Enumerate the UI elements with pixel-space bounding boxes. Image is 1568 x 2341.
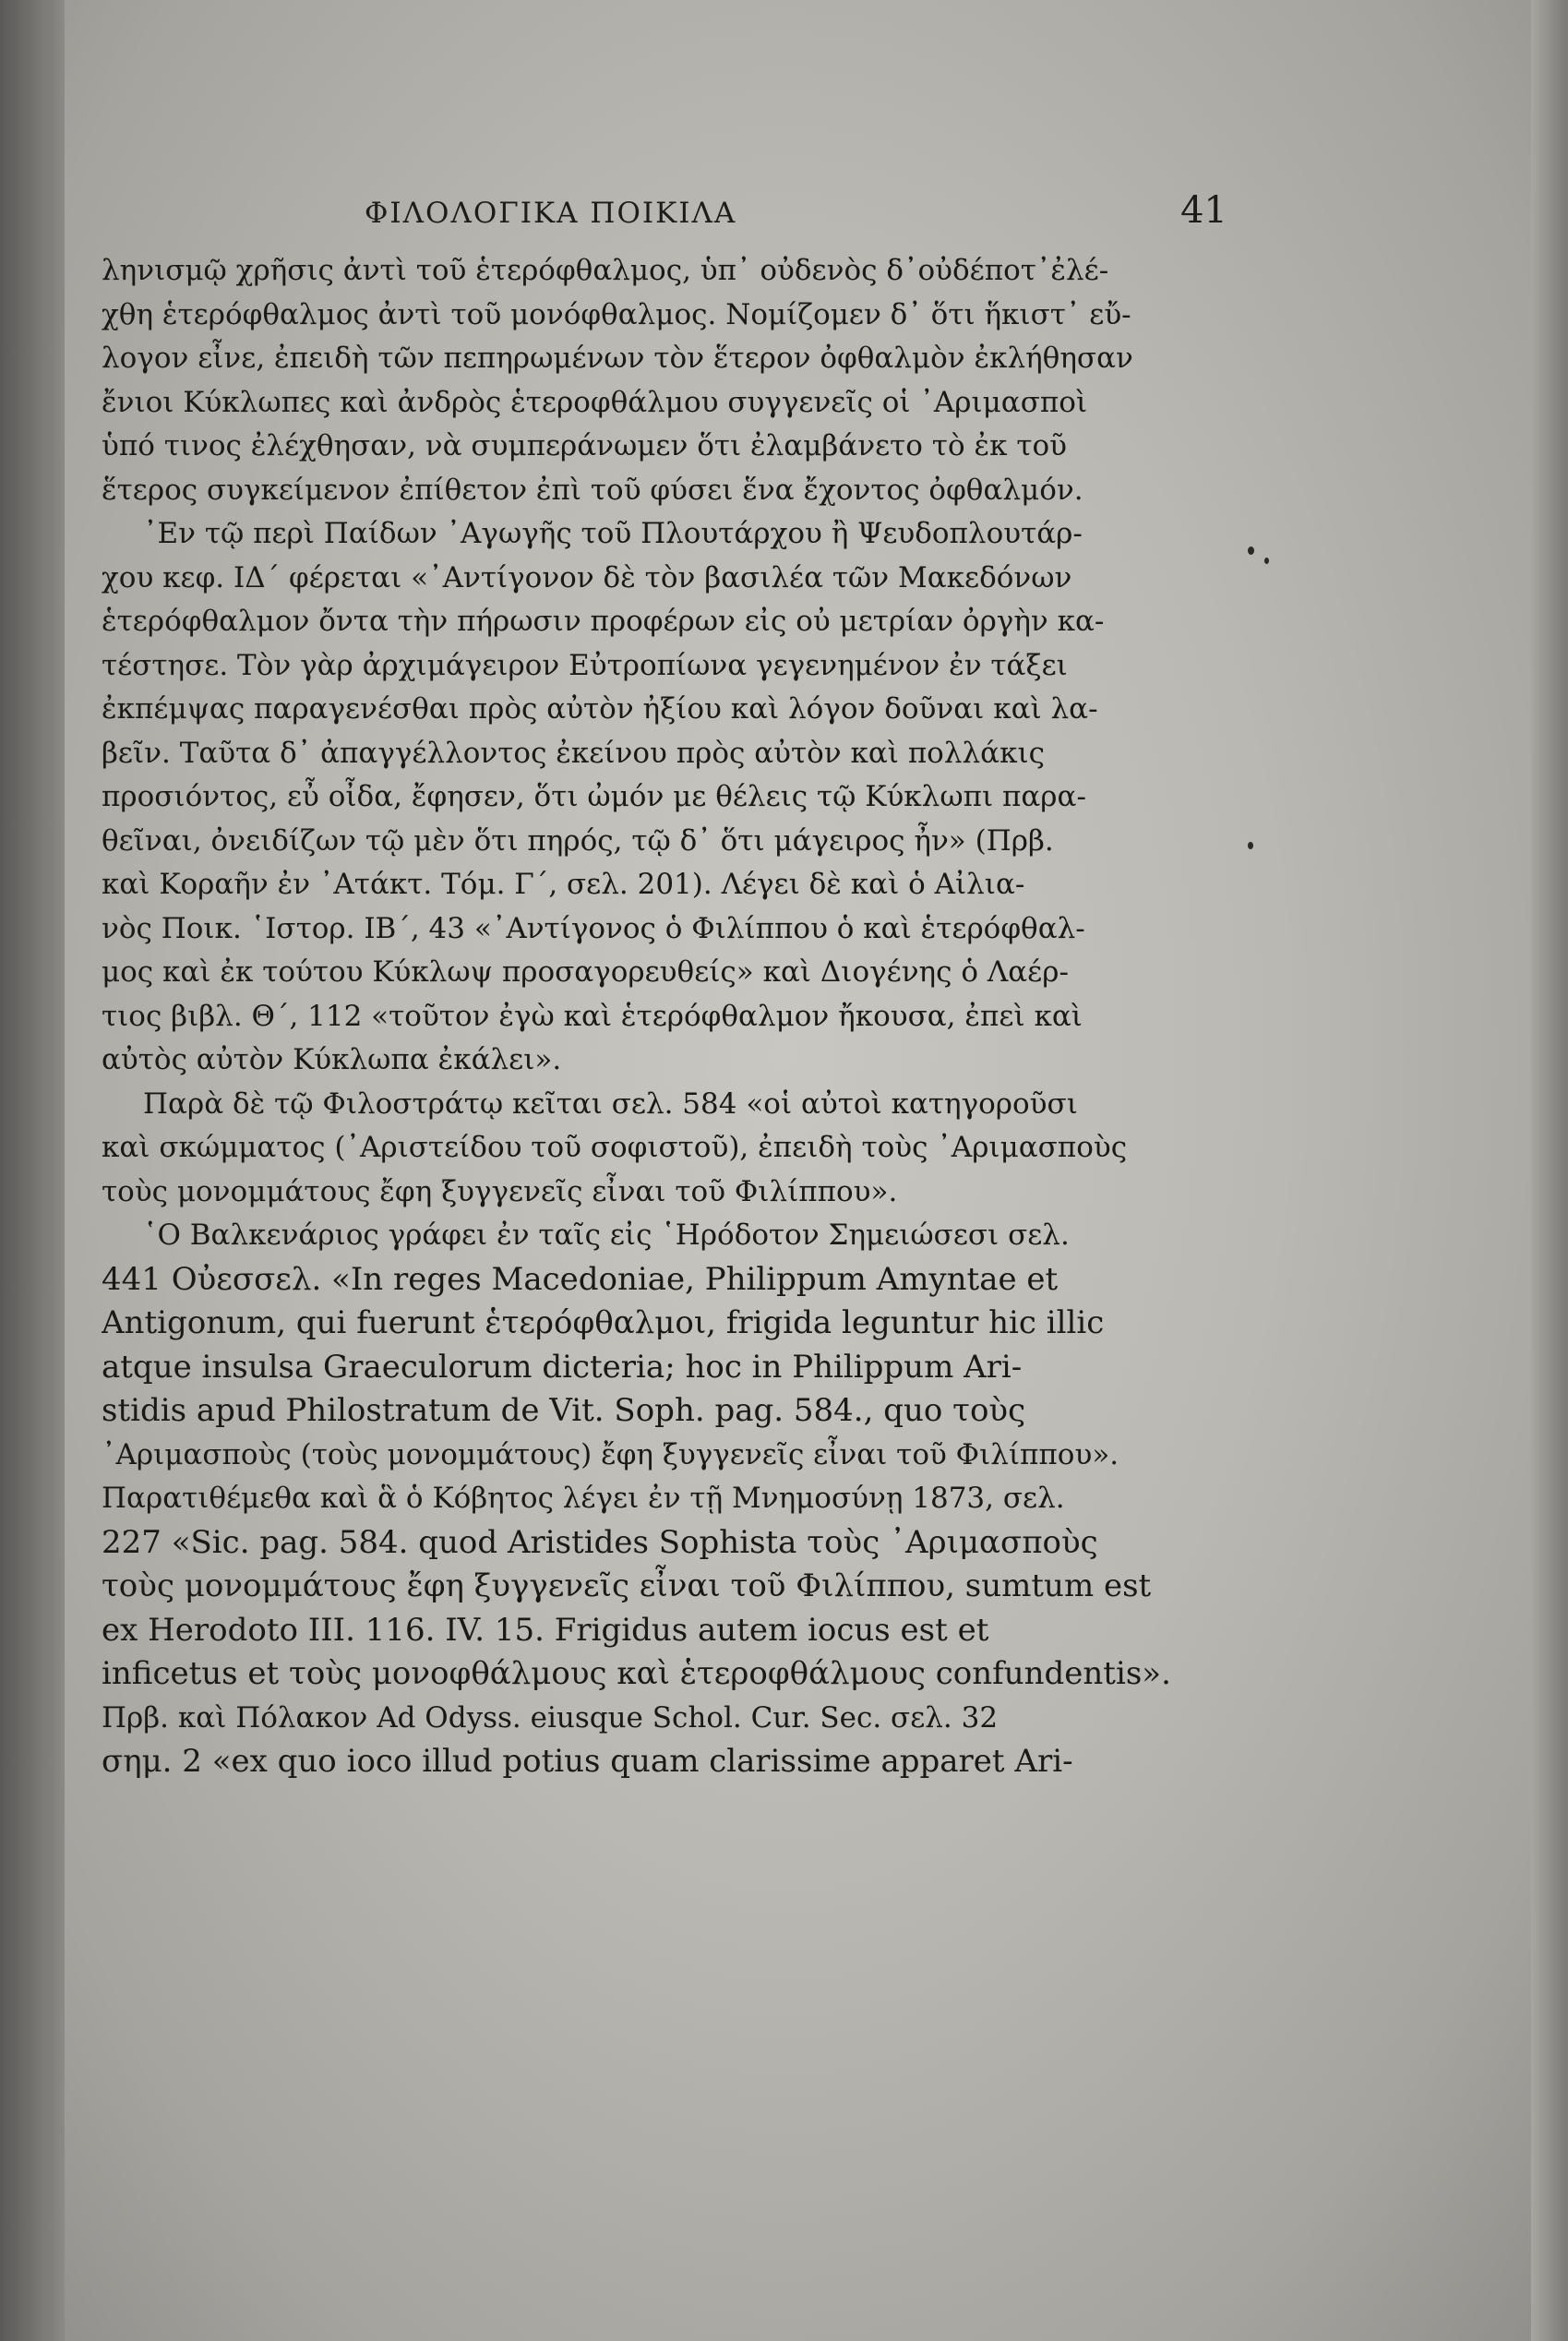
page-number: 41 [1180, 189, 1227, 232]
text-line: νὸς Ποικ. ῾Ιστορ. ΙΒ΄, 43 «᾿Αντίγονος ὁ Φιλίππου ὁ καὶ ἑτερόφθαλ- [102, 911, 1085, 945]
text-line: 227 «Sic. pag. 584. quod Aristides Sophista τοὺς ᾿Αριμασποὺς [102, 1523, 1098, 1561]
ink-speck [1248, 546, 1254, 555]
text-line: λογον εἶνε, ἐπειδὴ τῶν πεπηρωμένων τὸν ἕτερον ὀφθαλμὸν ἐκλήθησαν [102, 342, 1133, 375]
text-line: αὐτὸς αὐτὸν Κύκλωπα ἐκάλει». [102, 1043, 562, 1076]
paragraph-start-line: Παρὰ δὲ τῷ Φιλοστράτῳ κεῖται σελ. 584 «οἱ αὐτοὶ κατηγοροῦσι [143, 1086, 1078, 1121]
text-line: μος καὶ ἐκ τούτου Κύκλωψ προσαγορευθείς» καὶ Διογένης ὁ Λαέρ- [102, 955, 1069, 989]
text-line: τέστησε. Τὸν γὰρ ἀρχιμάγειρον Εὐτροπίωνα γεγενημένον ἐν τάξει [102, 648, 1068, 682]
text-line: atque insulsa Graeculorum dicteria; hoc in Philippum Ari- [102, 1348, 1023, 1386]
running-header [102, 189, 1227, 235]
text-line: καὶ Κοραῆν ἐν ᾿Ατάκτ. Τόμ. Γ΄, σελ. 201). Λέγει δὲ καὶ ὁ Αἰλια- [102, 868, 1025, 901]
text-line: βεῖν. Ταῦτα δ᾿ ἀπαγγέλλοντος ἐκείνου πρὸς αὐτὸν καὶ πολλάκις [102, 736, 1045, 770]
ink-speck [1248, 842, 1253, 849]
text-line: προσιόντος, εὖ οἶδα, ἔφησεν, ὅτι ὠμόν με θέλεις τῷ Κύκλωπι παρα- [102, 780, 1086, 813]
text-line: Πρβ. καὶ Πόλακον Ad Odyss. eiusque Schol. Cur. Sec. σελ. 32 [102, 1700, 999, 1735]
text-line: Παρατιθέμεθα καὶ ἃ ὁ Κόβητος λέγει ἐν τῇ Μνημοσύνῃ 1873, σελ. [102, 1482, 1065, 1515]
running-title: ΦΙΛΟΛΟΓΙΚΑ ΠΟΙΚΙΛΑ [365, 197, 737, 230]
text-line: ἕτερος συγκείμενον ἐπίθετον ἐπὶ τοῦ φύσει ἕνα ἔχοντος ὀφθαλμόν. [102, 473, 1083, 507]
text-line: stidis apud Philostratum de Vit. Soph. pag. 584., quo τοὺς [102, 1392, 1026, 1429]
text-line: ὑπό τινος ἐλέχθησαν, νὰ συμπεράνωμεν ὅτι ἐλαμβάνετο τὸ ἐκ τοῦ [102, 429, 1067, 462]
text-line: ἑτερόφθαλμον ὄντα τὴν πήρωσιν προφέρων εἰς οὐ μετρίαν ὀργὴν κα- [102, 605, 1105, 638]
page-shadow-right [1531, 0, 1568, 2341]
text-line: ᾿Αριμασποὺς (τοὺς μονομμάτους) ἔφη ξυγγενεῖς εἶναι τοῦ Φιλίππου». [102, 1437, 1119, 1471]
text-line: 441 Οὐεσσελ. «In reges Macedoniae, Philippum Amyntae et [102, 1260, 1059, 1298]
ink-speck [1264, 558, 1269, 564]
text-line: Antigonum, qui fuerunt ἑτερόφθαλμοι, frigida leguntur hic illic [102, 1304, 1105, 1341]
page-shadow-left [0, 0, 65, 2341]
text-line: χου κεφ. ΙΔ΄ φέρεται «᾿Αντίγονον δὲ τὸν βασιλέα τῶν Μακεδόνων [102, 560, 1072, 594]
text-line: ἔνιοι Κύκλωπες καὶ ἀνδρὸς ἑτεροφθάλμου συγγενεῖς οἱ ᾿Αριμασποὶ [102, 385, 1088, 419]
text-line: χθη ἑτερόφθαλμος ἀντὶ τοῦ μονόφθαλμος. Νομίζομεν δ᾿ ὅτι ἥκιστ᾿ εὔ- [102, 297, 1131, 331]
paragraph-start-line: ᾿Εν τῷ περὶ Παίδων ᾿Αγωγῆς τοῦ Πλουτάρχου ἢ Ψευδοπλουτάρ- [143, 517, 1083, 550]
body-text [102, 249, 1227, 1784]
text-line: ἐκπέμψας παραγενέσθαι πρὸς αὐτὸν ἠξίου καὶ λόγον δοῦναι καὶ λα- [102, 692, 1098, 726]
text-line: τοὺς μονομμάτους ἔφη ξυγγενεῖς εἶναι τοῦ Φιλίππου». [102, 1174, 898, 1208]
paragraph-start-line: ῾Ο Βαλκενάριος γράφει ἐν ταῖς εἰς ῾Ηρόδοτον Σημειώσεσι σελ. [143, 1219, 1070, 1252]
text-line: σημ. 2 «ex quo ioco illud potius quam clarissime apparet Ari- [102, 1743, 1073, 1780]
text-line: ληνισμῷ χρῆσις ἀντὶ τοῦ ἑτερόφθαλμος, ὑπ᾿ οὐδενὸς δ᾿οὐδέποτ᾿ἐλέ- [102, 254, 1109, 287]
text-line: τοὺς μονομμάτους ἔφη ξυγγενεῖς εἶναι τοῦ Φιλίππου, sumtum est [102, 1567, 1152, 1604]
text-line: θεῖναι, ὀνειδίζων τῷ μὲν ὅτι πηρός, τῷ δ᾿ ὅτι μάγειρος ἦν» (Πρβ. [102, 823, 1054, 858]
text-line: inficetus et τοὺς μονοφθάλμους καὶ ἑτεροφθάλμους confundentis». [102, 1655, 1171, 1692]
text-line: τιος βιβλ. Θ΄, 112 «τοῦτον ἐγὼ καὶ ἑτερόφθαλμον ἤκουσα, ἐπεὶ καὶ [102, 999, 1083, 1033]
text-line: καὶ σκώμματος (᾿Αριστείδου τοῦ σοφιστοῦ), ἐπειδὴ τοὺς ᾿Αριμασποὺς [102, 1131, 1128, 1164]
text-line: ex Herodoto III. 116. IV. 15. Frigidus autem iocus est et [102, 1611, 989, 1649]
